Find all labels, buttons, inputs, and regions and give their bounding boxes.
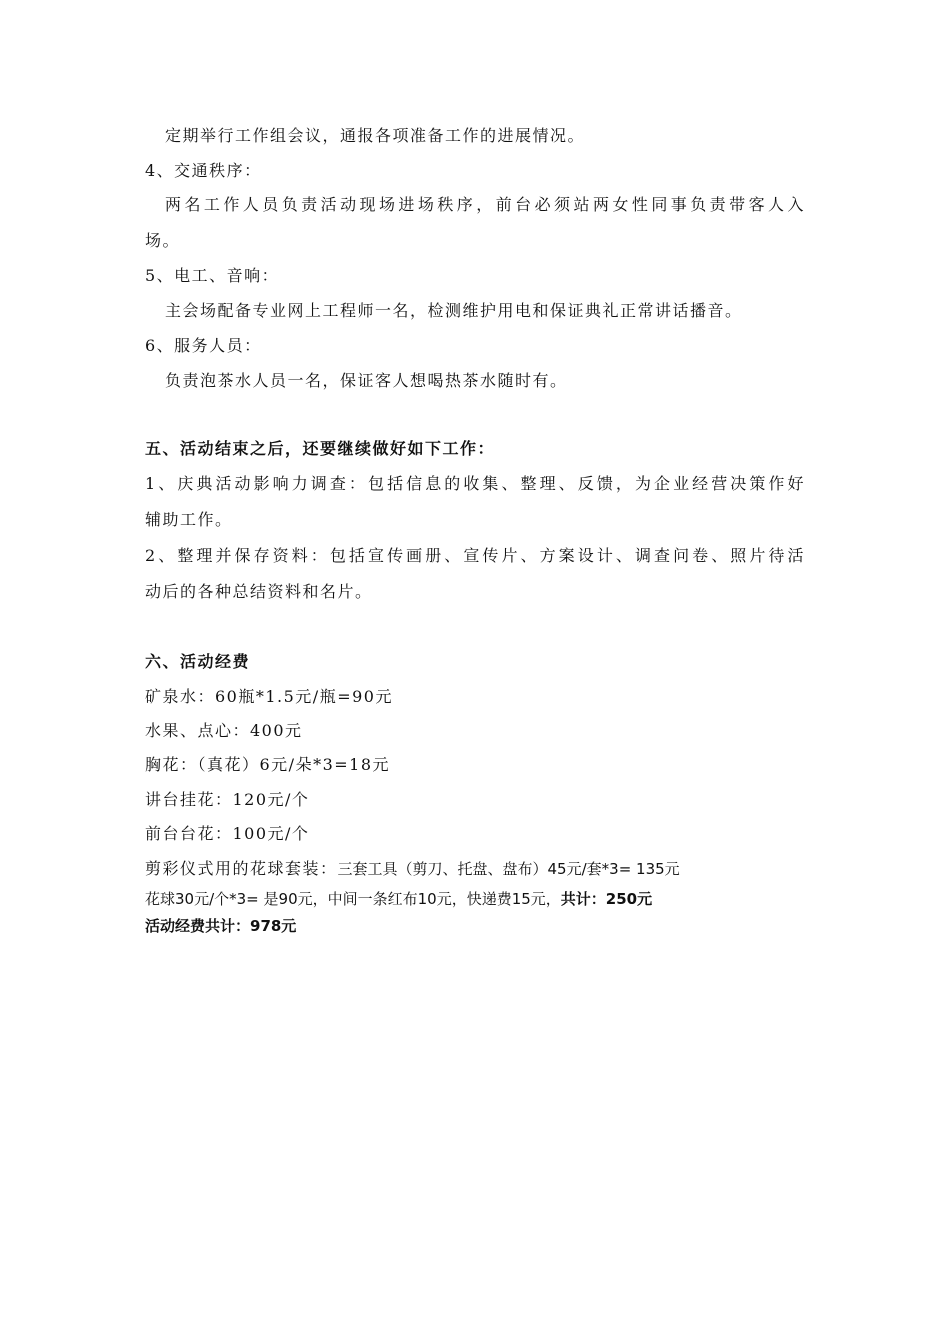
section-5-item-1: 1、庆典活动影响力调查：包括信息的收集、整理、反馈，为企业经营决策作好	[145, 474, 805, 493]
item-4-text: 两名工作人员负责活动现场进场秩序，前台必须站两女性同事负责带客人入	[165, 195, 805, 214]
item-5-title: 5、电工、音响：	[145, 266, 280, 285]
cost-flower-ball-detail: 花球30元/个*3= 是90元，中间一条红布10元，快递费15元，	[145, 890, 561, 908]
item-4-text-cont: 场。	[145, 231, 181, 250]
cost-water: 矿泉水：60瓶*1.5元/瓶=90元	[145, 687, 393, 706]
item-6-title: 6、服务人员：	[145, 336, 262, 355]
section-6-heading: 六、活动经费	[145, 652, 251, 671]
cost-flower-ball-subtotal: 共计：250元	[560, 890, 653, 908]
cost-flower-ball	[145, 888, 652, 910]
section-5-item-1-cont: 辅助工作。	[145, 510, 233, 529]
item-4-title: 4、交通秩序：	[145, 161, 262, 180]
section-5-item-2-cont: 动后的各种总结资料和名片。	[145, 582, 373, 601]
cost-ribbon-kit-detail: 三套工具（剪刀、托盘、盘布）45元/套*3= 135元	[337, 860, 680, 878]
cost-podium-flower: 讲台挂花：120元/个	[145, 790, 310, 809]
section-5-item-2: 2、整理并保存资料：包括宣传画册、宣传片、方案设计、调查问卷、照片待活	[145, 546, 805, 565]
cost-ribbon-kit	[145, 858, 680, 880]
cost-fruit: 水果、点心：400元	[145, 721, 303, 740]
item-5-text: 主会场配备专业网上工程师一名，检测维护用电和保证典礼正常讲话播音。	[165, 301, 743, 320]
cost-corsage: 胸花：（真花）6元/朵*3=18元	[145, 755, 391, 774]
cost-ribbon-kit-label: 剪彩仪式用的花球套装：	[145, 859, 338, 878]
paragraph-meeting: 定期举行工作组会议，通报各项准备工作的进展情况。	[165, 126, 586, 145]
section-5-heading: 五、活动结束之后，还要继续做好如下工作：	[145, 439, 496, 458]
cost-desk-flower: 前台台花：100元/个	[145, 824, 310, 843]
cost-grand-total: 活动经费共计：978元	[145, 917, 297, 935]
item-6-text: 负责泡茶水人员一名，保证客人想喝热茶水随时有。	[165, 371, 568, 390]
